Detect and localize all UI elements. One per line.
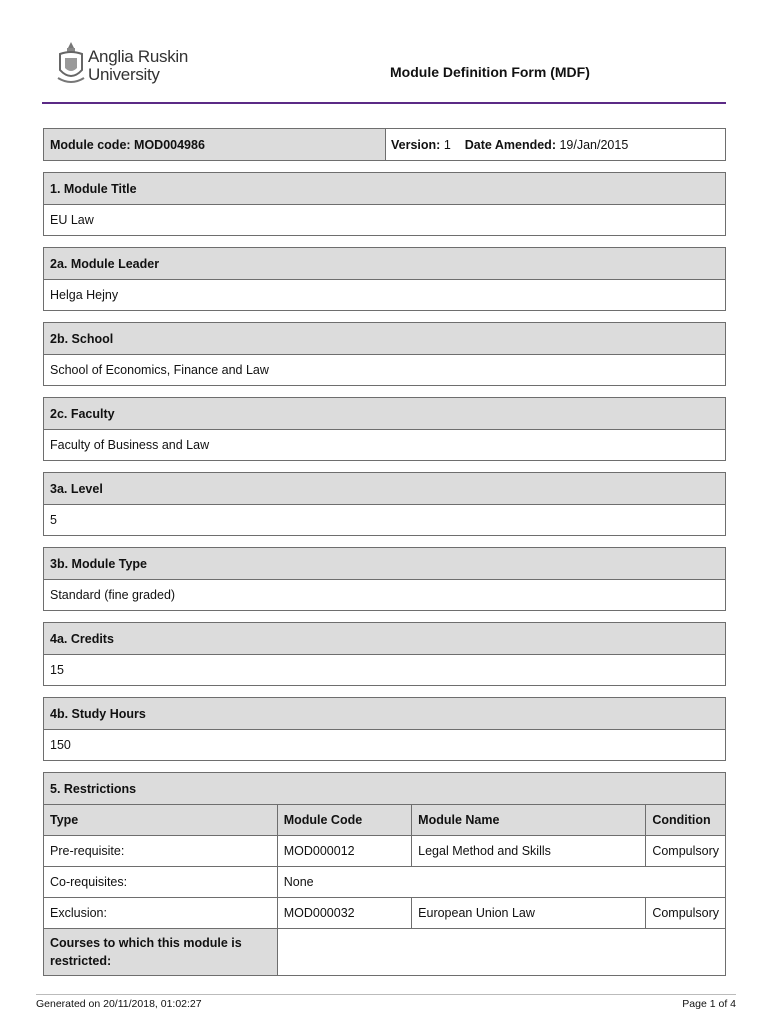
crest-icon: [56, 40, 86, 86]
page-number: Page 1 of 4: [682, 998, 736, 1010]
module-code-cell: MOD000032: [277, 898, 411, 929]
section-value: Faculty of Business and Law: [44, 429, 725, 460]
section-module-leader: [43, 247, 726, 311]
university-logo: [56, 40, 216, 88]
module-info-box: [43, 128, 726, 161]
section-value: Standard (fine graded): [44, 579, 725, 610]
section-value: Helga Hejny: [44, 279, 725, 310]
date-label: Date Amended:: [464, 137, 556, 152]
version-label: Version:: [391, 137, 441, 152]
section-study-hours: [43, 697, 726, 761]
condition-cell: Compulsory: [646, 836, 725, 867]
restriction-type: Pre-requisite:: [44, 836, 277, 867]
section-heading: 2a. Module Leader: [44, 248, 725, 279]
section-faculty: [43, 397, 726, 461]
module-name-cell: European Union Law: [412, 898, 646, 929]
restriction-type: Exclusion:: [44, 898, 277, 929]
section-heading: 4a. Credits: [44, 623, 725, 654]
column-header: Condition: [646, 805, 725, 836]
logo-wordmark: [88, 48, 188, 84]
date-value: 19/Jan/2015: [559, 137, 629, 152]
column-header: Module Name: [412, 805, 646, 836]
section-value: 5: [44, 504, 725, 535]
restrictions-table: [44, 804, 725, 975]
section-module-type: [43, 547, 726, 611]
section-level: [43, 472, 726, 536]
section-school: [43, 322, 726, 386]
section-value: School of Economics, Finance and Law: [44, 354, 725, 385]
section-heading: 3b. Module Type: [44, 548, 725, 579]
version-date: [386, 129, 725, 160]
version-value: 1: [443, 137, 451, 152]
courses-restricted-label: Courses to which this module is restricted:: [44, 929, 277, 975]
table-row: [44, 898, 725, 929]
table-header-row: [44, 805, 725, 836]
document-title: Module Definition Form (MDF): [390, 64, 590, 80]
section-credits: [43, 622, 726, 686]
module-name-cell: Legal Method and Skills: [412, 836, 646, 867]
condition-cell: Compulsory: [646, 898, 725, 929]
courses-restricted-value: [277, 929, 725, 975]
section-heading: 2b. School: [44, 323, 725, 354]
section-heading: 3a. Level: [44, 473, 725, 504]
section-heading: 1. Module Title: [44, 173, 725, 204]
restriction-type: Co-requisites:: [44, 867, 277, 898]
section-heading: 2c. Faculty: [44, 398, 725, 429]
column-header: Module Code: [277, 805, 411, 836]
table-row: [44, 929, 725, 975]
section-value: 15: [44, 654, 725, 685]
table-row: [44, 867, 725, 898]
section-value: EU Law: [44, 204, 725, 235]
module-code-cell: None: [277, 867, 725, 898]
module-code-cell: MOD000012: [277, 836, 411, 867]
column-header: Type: [44, 805, 277, 836]
logo-line2: University: [88, 65, 160, 84]
logo-line1: Anglia Ruskin: [88, 47, 189, 66]
section-heading: 4b. Study Hours: [44, 698, 725, 729]
generated-timestamp: Generated on 20/11/2018, 01:02:27: [36, 998, 202, 1010]
section-value: 150: [44, 729, 725, 760]
section-restrictions: [43, 772, 726, 976]
section-heading: 5. Restrictions: [44, 773, 725, 804]
module-code: Module code: MOD004986: [44, 129, 386, 160]
section-module-title: [43, 172, 726, 236]
table-row: [44, 836, 725, 867]
page-footer: [36, 994, 736, 1010]
header-divider: [42, 102, 726, 104]
